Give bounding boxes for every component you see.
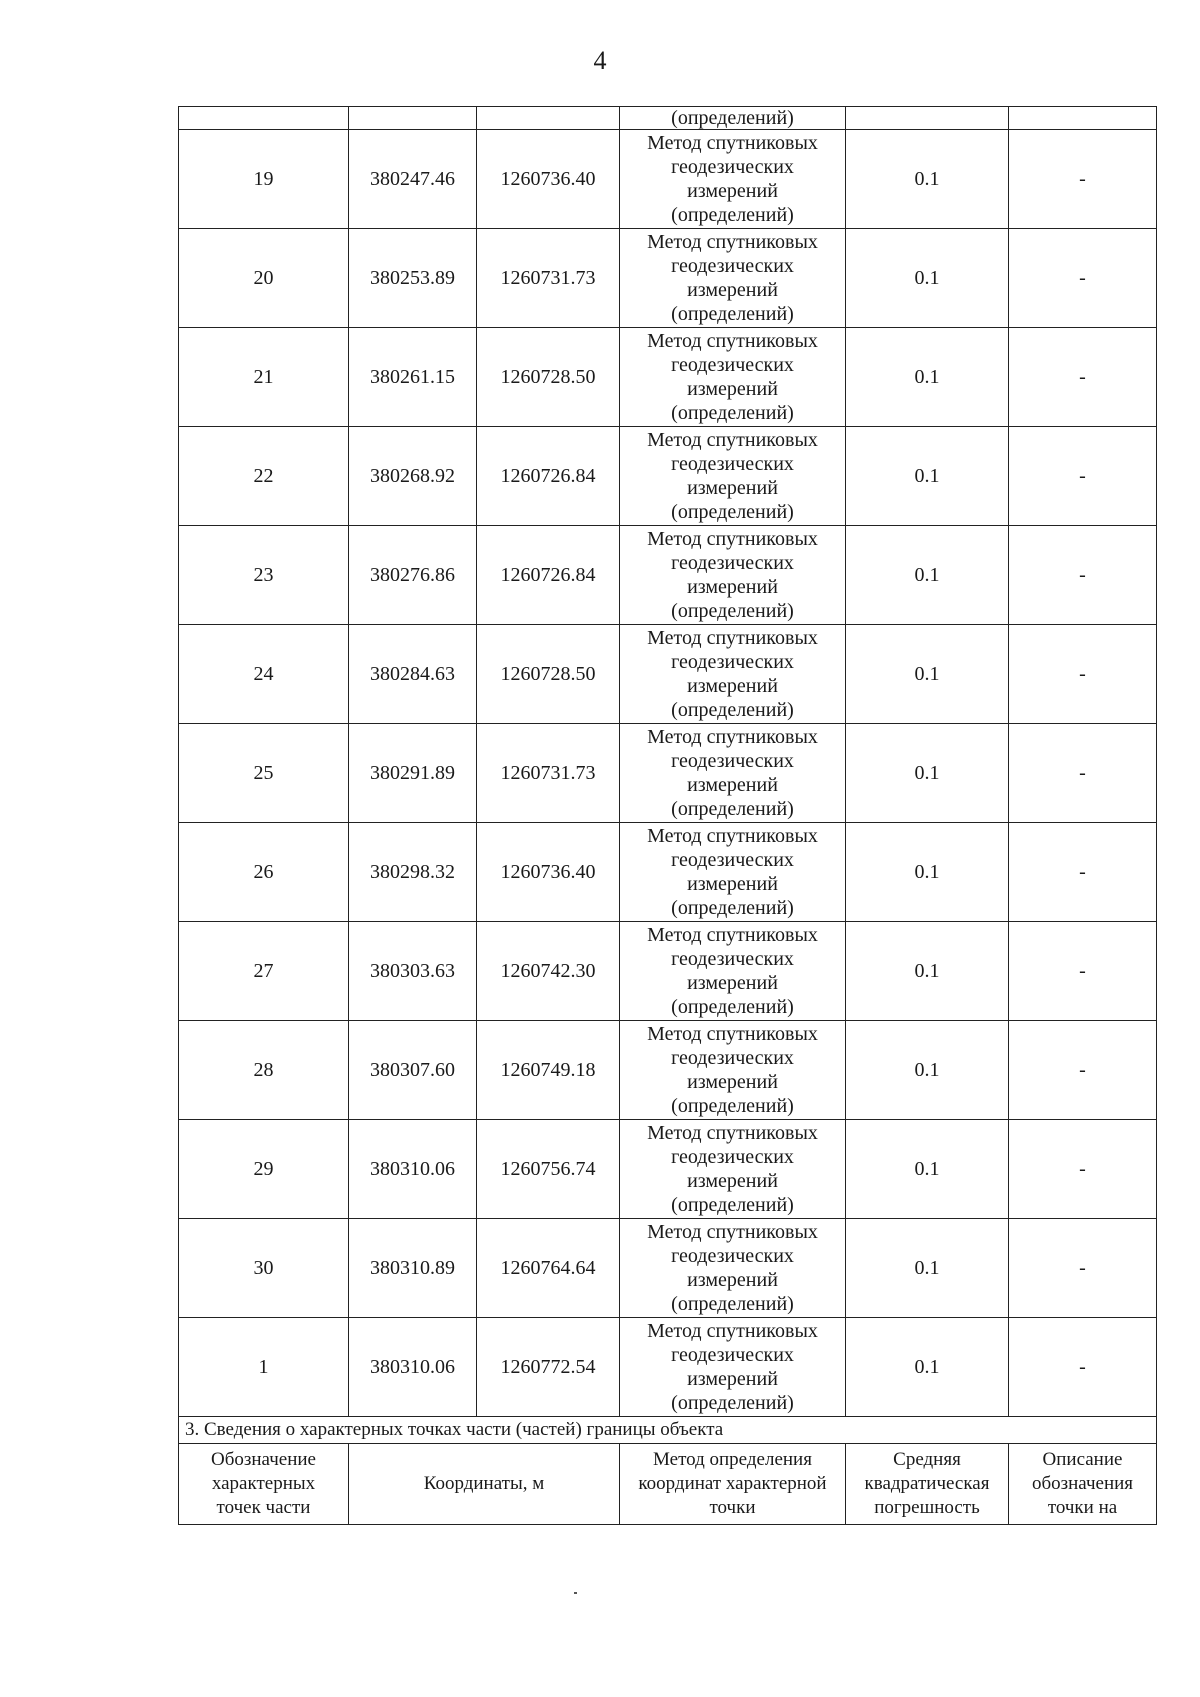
- continued-row: [179, 107, 1157, 130]
- description-cell: -: [1009, 1021, 1157, 1120]
- method-cell: [620, 1120, 846, 1219]
- method-line: измерений: [687, 1269, 778, 1291]
- method-line: Метод спутниковых: [647, 1023, 818, 1045]
- coordinate-y-cell: 1260736.40: [477, 823, 620, 922]
- error-cell: 0.1: [846, 1021, 1009, 1120]
- method-line: измерений: [687, 873, 778, 895]
- table-row: [179, 526, 1157, 625]
- method-line: измерений: [687, 1170, 778, 1192]
- method-line: измерений: [687, 1368, 778, 1390]
- method-line: измерений: [687, 180, 778, 202]
- method-line: Метод спутниковых: [647, 825, 818, 847]
- section-3-title-row: [179, 1417, 1157, 1444]
- header-desc-line: точки на: [1047, 1497, 1118, 1518]
- description-cell: -: [1009, 823, 1157, 922]
- table-row: [179, 427, 1157, 526]
- table-row: [179, 724, 1157, 823]
- point-number-cell: 22: [179, 427, 349, 526]
- method-cell: [620, 1021, 846, 1120]
- point-number-cell: 28: [179, 1021, 349, 1120]
- method-line: (определений): [671, 1293, 794, 1315]
- method-line: (определений): [671, 402, 794, 424]
- table-body: [179, 107, 1157, 1525]
- section-3-header-row: [179, 1444, 1157, 1525]
- point-number-cell: 26: [179, 823, 349, 922]
- header-point-line: точек части: [216, 1497, 311, 1518]
- method-cell: [620, 526, 846, 625]
- method-line: геодезических: [671, 552, 794, 574]
- point-number-cell: 30: [179, 1219, 349, 1318]
- method-line: (определений): [671, 798, 794, 820]
- coordinate-y-cell: 1260772.54: [477, 1318, 620, 1417]
- coordinate-y-cell: 1260726.84: [477, 526, 620, 625]
- method-line: Метод спутниковых: [647, 726, 818, 748]
- error-cell: 0.1: [846, 229, 1009, 328]
- description-cell: -: [1009, 1219, 1157, 1318]
- method-line: (определений): [671, 600, 794, 622]
- header-description: [1009, 1444, 1157, 1525]
- error-cell: 0.1: [846, 724, 1009, 823]
- coordinate-y-cell: 1260728.50: [477, 328, 620, 427]
- header-error: [846, 1444, 1009, 1525]
- method-line: Метод спутниковых: [647, 1221, 818, 1243]
- header-desc-line: обозначения: [1031, 1473, 1134, 1494]
- method-line: геодезических: [671, 651, 794, 673]
- continued-cell-y: [477, 107, 620, 130]
- table-row: [179, 1318, 1157, 1417]
- table-row: [179, 823, 1157, 922]
- method-line: (определений): [671, 1392, 794, 1414]
- table-row: [179, 922, 1157, 1021]
- method-line: геодезических: [671, 1344, 794, 1366]
- method-cell: [620, 922, 846, 1021]
- coordinate-x-cell: 380268.92: [349, 427, 477, 526]
- method-line: геодезических: [671, 453, 794, 475]
- method-line: (определений): [671, 996, 794, 1018]
- point-number-cell: 25: [179, 724, 349, 823]
- description-cell: -: [1009, 625, 1157, 724]
- method-line: геодезических: [671, 750, 794, 772]
- coordinate-x-cell: 380310.06: [349, 1120, 477, 1219]
- table-row: [179, 1021, 1157, 1120]
- method-line: (определений): [671, 1194, 794, 1216]
- header-point-line: Обозначение: [211, 1449, 316, 1470]
- error-cell: 0.1: [846, 328, 1009, 427]
- continued-cell-point: [179, 107, 349, 130]
- coordinate-x-cell: 380247.46: [349, 130, 477, 229]
- error-cell: 0.1: [846, 1120, 1009, 1219]
- error-cell: 0.1: [846, 427, 1009, 526]
- method-line: геодезических: [671, 1146, 794, 1168]
- method-line: (определений): [671, 1095, 794, 1117]
- description-cell: -: [1009, 328, 1157, 427]
- point-number-cell: 24: [179, 625, 349, 724]
- method-cell: [620, 229, 846, 328]
- point-number-cell: 20: [179, 229, 349, 328]
- coordinate-y-cell: 1260756.74: [477, 1120, 620, 1219]
- method-line: измерений: [687, 378, 778, 400]
- coordinate-x-cell: 380284.63: [349, 625, 477, 724]
- method-cell: [620, 724, 846, 823]
- coordinate-y-cell: 1260749.18: [477, 1021, 620, 1120]
- method-line: геодезических: [671, 849, 794, 871]
- method-line: Метод спутниковых: [647, 1122, 818, 1144]
- table-row: [179, 229, 1157, 328]
- method-line: Метод спутниковых: [647, 132, 818, 154]
- coordinate-y-cell: 1260731.73: [477, 229, 620, 328]
- coordinate-x-cell: 380303.63: [349, 922, 477, 1021]
- method-line: Метод спутниковых: [647, 1320, 818, 1342]
- table-row: [179, 130, 1157, 229]
- header-coordinates: Координаты, м: [349, 1444, 620, 1525]
- page-number: 4: [593, 46, 607, 75]
- description-cell: -: [1009, 427, 1157, 526]
- continued-cell-desc: [1009, 107, 1157, 130]
- header-error-line: Средняя: [893, 1449, 961, 1470]
- method-cell: [620, 427, 846, 526]
- method-line: геодезических: [671, 354, 794, 376]
- coordinate-x-cell: 380310.06: [349, 1318, 477, 1417]
- coordinate-x-cell: 380310.89: [349, 1219, 477, 1318]
- section-3-title: 3. Сведения о характерных точках части (частей) границы объекта: [179, 1417, 1157, 1444]
- header-error-line: квадратическая: [864, 1473, 990, 1494]
- method-line: измерений: [687, 675, 778, 697]
- table-row: [179, 328, 1157, 427]
- error-cell: 0.1: [846, 1219, 1009, 1318]
- coordinate-x-cell: 380307.60: [349, 1021, 477, 1120]
- coordinate-y-cell: 1260742.30: [477, 922, 620, 1021]
- description-cell: -: [1009, 724, 1157, 823]
- error-cell: 0.1: [846, 823, 1009, 922]
- method-line: (определений): [671, 204, 794, 226]
- method-line: геодезических: [671, 1047, 794, 1069]
- boundary-points-table: [178, 106, 1157, 1525]
- method-line: измерений: [687, 279, 778, 301]
- description-cell: -: [1009, 1318, 1157, 1417]
- coordinate-y-cell: 1260726.84: [477, 427, 620, 526]
- table-row: [179, 1219, 1157, 1318]
- description-cell: -: [1009, 229, 1157, 328]
- header-desc-line: Описание: [1042, 1449, 1123, 1470]
- method-line: измерений: [687, 477, 778, 499]
- error-cell: 0.1: [846, 1318, 1009, 1417]
- point-number-cell: 1: [179, 1318, 349, 1417]
- method-line: Метод спутниковых: [647, 429, 818, 451]
- table-row: [179, 1120, 1157, 1219]
- method-line: измерений: [687, 972, 778, 994]
- continued-cell-method: (определений): [620, 107, 846, 130]
- error-cell: 0.1: [846, 922, 1009, 1021]
- description-cell: -: [1009, 922, 1157, 1021]
- method-cell: [620, 625, 846, 724]
- coordinate-x-cell: 380298.32: [349, 823, 477, 922]
- method-line: (определений): [671, 501, 794, 523]
- description-cell: -: [1009, 130, 1157, 229]
- coordinate-x-cell: 380276.86: [349, 526, 477, 625]
- method-line: геодезических: [671, 255, 794, 277]
- method-line: Метод спутниковых: [647, 924, 818, 946]
- point-number-cell: 23: [179, 526, 349, 625]
- method-line: геодезических: [671, 156, 794, 178]
- method-line: геодезических: [671, 1245, 794, 1267]
- method-line: Метод спутниковых: [647, 330, 818, 352]
- method-line: (определений): [671, 897, 794, 919]
- coordinate-y-cell: 1260736.40: [477, 130, 620, 229]
- continued-cell-error: [846, 107, 1009, 130]
- point-number-cell: 29: [179, 1120, 349, 1219]
- method-cell: [620, 823, 846, 922]
- point-number-cell: 19: [179, 130, 349, 229]
- header-point: [179, 1444, 349, 1525]
- header-error-line: погрешность: [874, 1497, 980, 1518]
- error-cell: 0.1: [846, 526, 1009, 625]
- method-line: измерений: [687, 774, 778, 796]
- method-line: измерений: [687, 1071, 778, 1093]
- method-cell: [620, 328, 846, 427]
- point-number-cell: 27: [179, 922, 349, 1021]
- method-line: измерений: [687, 576, 778, 598]
- table-row: [179, 625, 1157, 724]
- error-cell: 0.1: [846, 130, 1009, 229]
- coordinate-x-cell: 380261.15: [349, 328, 477, 427]
- header-method: [620, 1444, 846, 1525]
- coordinate-x-cell: 380253.89: [349, 229, 477, 328]
- header-method-line: точки: [709, 1497, 756, 1518]
- method-cell: [620, 1318, 846, 1417]
- method-line: Метод спутниковых: [647, 528, 818, 550]
- stray-dot: [574, 1592, 577, 1594]
- method-line: геодезических: [671, 948, 794, 970]
- header-point-line: характерных: [211, 1473, 316, 1494]
- continued-cell-x: [349, 107, 477, 130]
- method-line: Метод спутниковых: [647, 231, 818, 253]
- method-cell: [620, 1219, 846, 1318]
- method-line: Метод спутниковых: [647, 627, 818, 649]
- header-method-line: координат характерной: [638, 1473, 827, 1494]
- coordinate-x-cell: 380291.89: [349, 724, 477, 823]
- description-cell: -: [1009, 1120, 1157, 1219]
- coordinate-y-cell: 1260764.64: [477, 1219, 620, 1318]
- point-number-cell: 21: [179, 328, 349, 427]
- header-method-line: Метод определения: [653, 1449, 812, 1470]
- method-line: (определений): [671, 303, 794, 325]
- method-line: (определений): [671, 699, 794, 721]
- coordinate-y-cell: 1260731.73: [477, 724, 620, 823]
- error-cell: 0.1: [846, 625, 1009, 724]
- coordinate-y-cell: 1260728.50: [477, 625, 620, 724]
- method-cell: [620, 130, 846, 229]
- description-cell: -: [1009, 526, 1157, 625]
